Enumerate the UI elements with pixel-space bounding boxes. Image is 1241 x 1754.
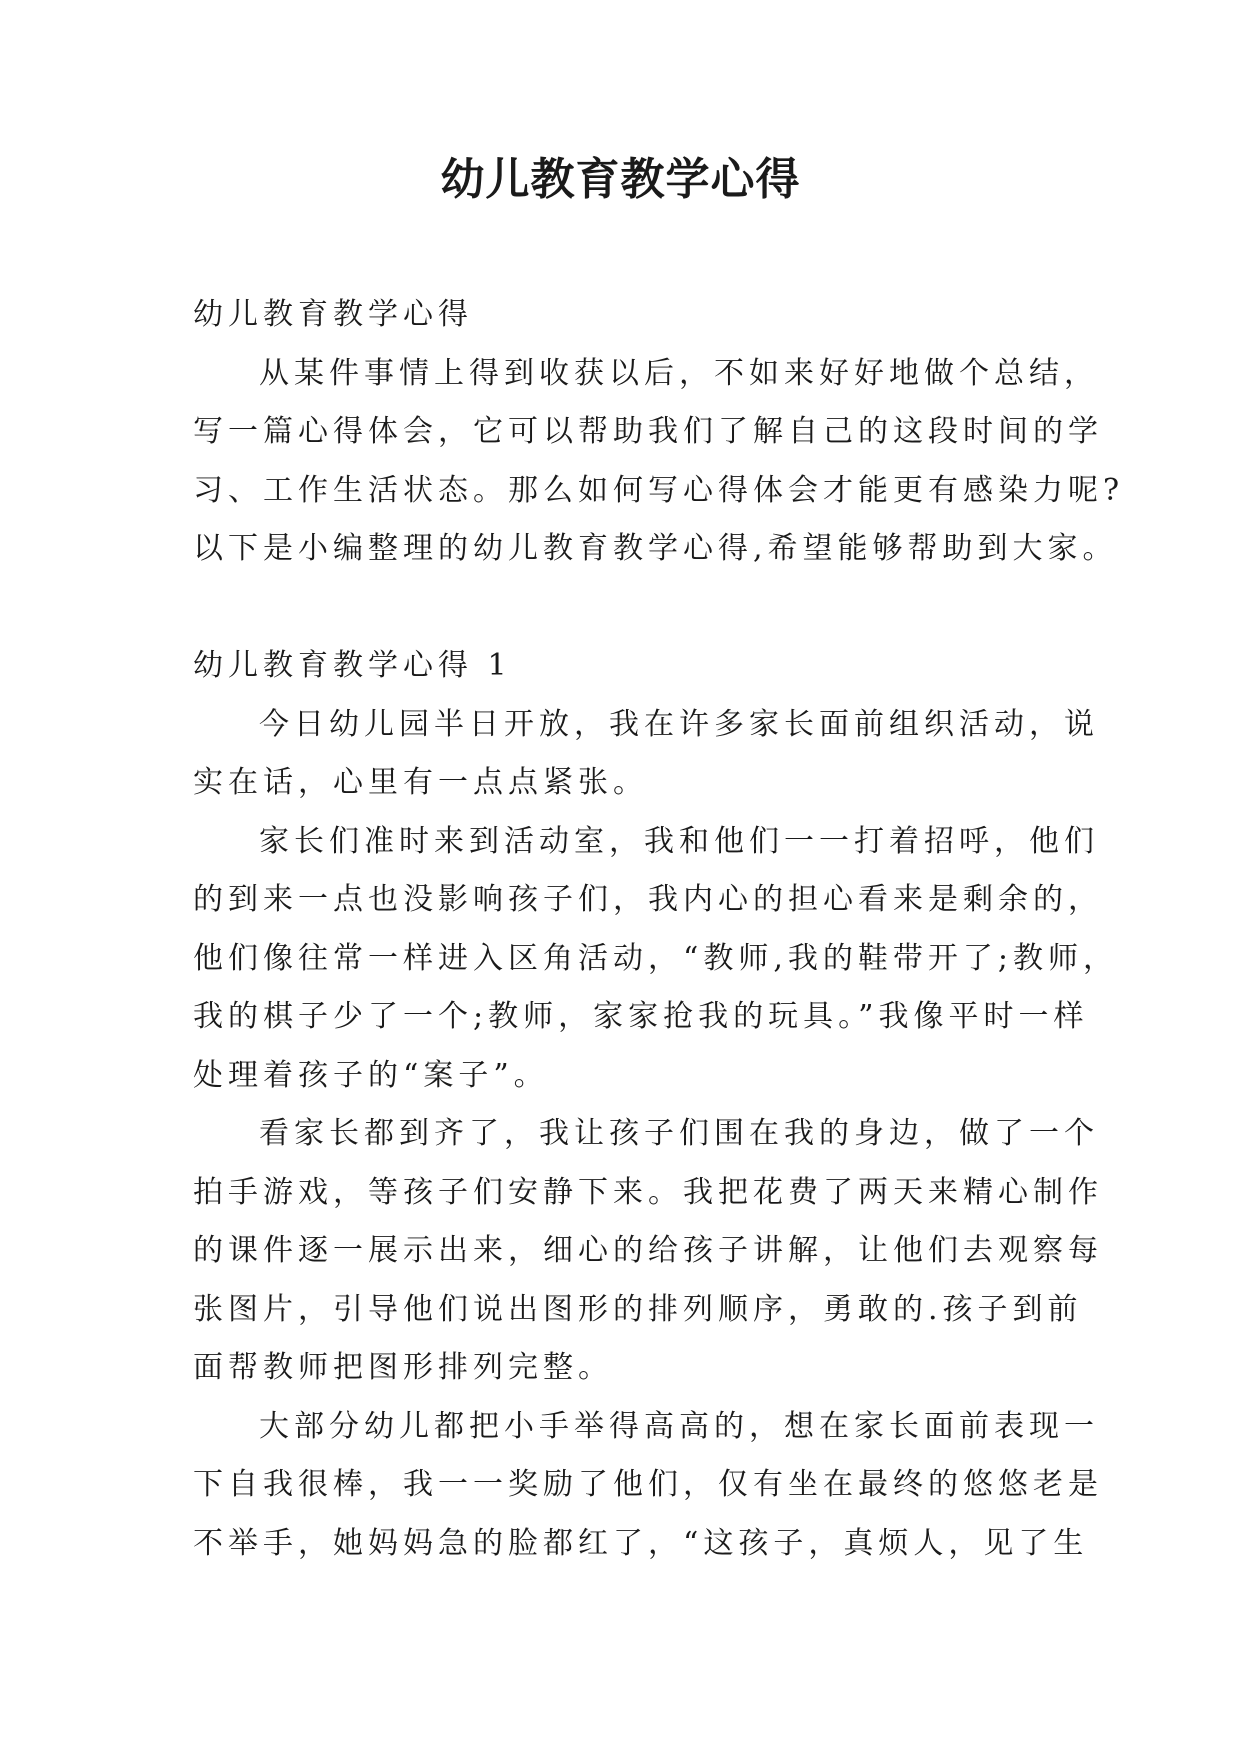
text-line: 我的棋子少了一个;教师，家家抢我的玩具。”我像平时一样: [193, 999, 1089, 1034]
text-line: 面帮教师把图形排列完整。: [193, 1350, 613, 1385]
text-line: 不举手，她妈妈急的脸都红了，“这孩子，真烦人，见了生: [193, 1525, 1089, 1561]
text-line: 幼儿教育教学心得: [193, 297, 473, 332]
paragraph-gap: [193, 579, 1073, 638]
text-line: 看家长都到齐了，我让孩子们围在我的身边，做了一个: [259, 1116, 1099, 1151]
text-line: 的到来一点也没影响孩子们，我内心的担心看来是剩余的，: [193, 882, 1103, 917]
text-line: 处理着孩子的“案子”。: [193, 1057, 549, 1093]
text-line: 实在话，心里有一点点紧张。: [193, 765, 648, 800]
text-line: 写一篇心得体会，它可以帮助我们了解自己的这段时间的学: [193, 414, 1103, 449]
document-body: [193, 286, 1125, 1573]
text-line: 从某件事情上得到收获以后，不如来好好地做个总结，: [259, 355, 1099, 391]
text-line: 大部分幼儿都把小手举得高高的，想在家长面前表现一: [259, 1408, 1099, 1444]
text-line: 张图片，引导他们说出图形的排列顺序，勇敢的.孩子到前: [193, 1291, 1083, 1327]
text-line: 以下是小编整理的幼儿教育教学心得,希望能够帮助到大家。: [193, 531, 1118, 566]
text-line: 拍手游戏，等孩子们安静下来。我把花费了两天来精心制作: [193, 1174, 1103, 1210]
text-line: 他们像往常一样进入区角活动，“教师,我的鞋带开了;教师，: [193, 940, 1118, 976]
text-line: 家长们准时来到活动室，我和他们一一打着招呼，他们: [259, 823, 1099, 859]
text-line: 今日幼儿园半日开放，我在许多家长面前组织活动，说: [259, 706, 1099, 742]
text-line: 习、工作生活状态。那么如何写心得体会才能更有感染力呢?: [193, 472, 1125, 508]
text-line: 幼儿教育教学心得 1: [193, 648, 512, 683]
document-title: 幼儿教育教学心得: [440, 154, 801, 205]
text-line: 下自我很棒，我一一奖励了他们，仅有坐在最终的悠悠老是: [193, 1467, 1103, 1502]
text-line: 的课件逐一展示出来，细心的给孩子讲解，让他们去观察每: [193, 1233, 1103, 1268]
